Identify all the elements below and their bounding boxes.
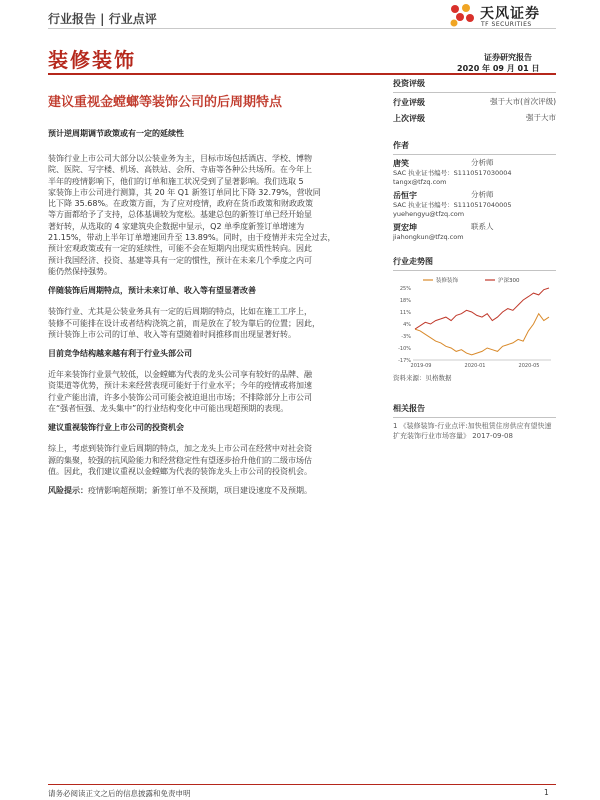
header-divider [48,28,556,29]
footer-disclaimer: 请务必阅读正文之后的信息披露和免责申明 [48,789,191,798]
author-name: 岳恒宇 [393,191,417,200]
rating-row [393,97,556,108]
risk-text: 疫情影响超预期；新签订单不及预期，项目建设速度不及预期。 [88,486,312,496]
x-tick-label: 2019-09 [410,363,432,369]
x-tick-label: 2020-05 [518,363,540,369]
rating-row [393,113,556,124]
industry-title: 装修装饰 [48,48,136,72]
report-category: 行业报告 | 行业点评 [48,12,157,26]
risk-label: 风险提示： [48,486,88,496]
sidebar [393,78,556,441]
section-heading: 建议重视装饰行业上市公司的投资机会 [48,423,184,433]
y-tick-label: -10% [398,346,411,352]
legend-label: 沪深300 [498,278,520,284]
section-body: 装饰行业、尤其是公装业务具有一定的后周期的特点，比如在施工工序上， 装修不可能排在设计或者结构浇筑之前，而是放在了较为靠后的位置；因此， 预计装饰上市公司的订单、收入等有望随着时间推移而出现显著好转。 [48,307,320,339]
company-logo [448,3,558,29]
y-tick-label: -17% [398,358,411,364]
y-tick-label: 11% [399,310,411,316]
rating-label: 行业评级 [393,98,425,107]
divider [393,92,556,93]
divider [393,154,556,155]
section-body: 综上，考虑到装饰行业后周期的特点，加之龙头上市公司在经营中对社会资 源的集聚，较强的抗风险能力和经营稳定性有望逐步抬升他们的二级市场估 值。因此，我们建议重视以金螳螂为代表的装饰龙头上市公司的投资机会。 [48,444,312,476]
author-cert: SAC 执业证书编号：S1110517030004 [393,169,512,177]
footer-divider [48,784,556,785]
related-report-link[interactable]: 1 《装修装饰-行业点评:加快租赁住房供应有望快速扩充装饰行业市场容量》 2017-09-08 [393,422,552,440]
authors-heading: 作者 [393,141,409,150]
title-divider [48,73,556,75]
divider [393,417,556,418]
y-tick-label: -3% [401,334,411,340]
author-cert: SAC 执业证书编号：S1110517040005 [393,201,512,209]
page-number: 1 [544,788,549,797]
author-email[interactable]: tangx@tfzq.com [393,178,447,186]
author-name: 贾宏坤 [393,223,417,232]
report-type: 证券研究报告 [484,53,532,62]
section-4 [48,422,380,477]
author-name: 唐笑 [393,159,409,168]
logo-text-cn: 天风证券 [480,6,540,22]
logo-text-en: TF SECURITIES [481,21,532,28]
section-heading: 伴随装饰后周期特点，预计未来订单、收入等有望显著改善 [48,286,256,296]
section-heading: 目前竞争结构越来越有利于行业头部公司 [48,349,192,359]
series-line-2 [415,288,549,329]
section-body: 装饰行业上市公司大部分以公装业务为主，目标市场包括酒店、学校、博物 院、医院、写字楼、机场、高铁站、会所、寺庙等各种公共场所。在今年上 半年的疫情影响下，他们的订单和施工状况受到了显著影响。我们选取 5 家装饰上市公司进行测算，其 20 年 Q1 新签订单同比下降 32.79%，营收同 比下降 35.68%。在政策方面，为了应对疫情，政府在货币政策和财政政策 等方面都给予了支持，总体基调较为宽松。基建总包的新签订单已经开始显 著好转，从选取的 4 家建筑央企数据中显示，Q2 单季度新签订单增速为 21.15%，带动上半年订单增速回升至 13.89%。同时，由于疫情并未完全过去， 预计宏观政策或有一定的延续性，可能不会在短期内出现实质性转向。因此 预计我国经济、投资、基建等具有一定的惯性，预计在未来几个季度之内可 能仍然保持强势。 [48,154,336,276]
author-entry [393,222,556,242]
y-tick-label: 18% [399,298,411,304]
section-heading: 预计逆周期调节政策或有一定的延续性 [48,129,184,138]
legend-label: 装修装饰 [436,278,459,284]
author-email[interactable]: jiahongkun@tfzq.com [393,233,464,241]
section-1 [48,128,380,277]
related-heading: 相关报告 [393,404,425,413]
rating-value: 强于大市 [526,113,556,122]
author-role: 分析师 [471,158,494,167]
series-line-1 [415,314,549,355]
report-date: 2020 年 09 月 01 日 [457,64,540,73]
author-role: 联系人 [471,222,494,231]
chart-source: 资料来源：贝格数据 [393,374,452,382]
rating-label: 上次评级 [393,114,425,123]
logo-mark-icon [448,3,476,29]
section-2 [48,285,380,340]
author-entry [393,158,556,187]
divider [393,270,556,271]
x-tick-label: 2020-01 [464,363,486,369]
author-email[interactable]: yuehengyu@tfzq.com [393,210,465,218]
section-body: 近年来装饰行业景气较低，以金螳螂为代表的龙头公司享有较好的品牌、融 资渠道等优势，预计未来经营表现可能好于行业水平；今年的疫情或将加速 行业产能出清，许多小装饰公司可能会被迫退出市场；不排除部分上市公司 在“强者恒强、龙头集中”的行业结构变化中可能出现超预期的表现。 [48,370,312,414]
author-role: 分析师 [471,190,494,199]
headline: 建议重视金螳螂等装饰公司的后周期特点 [48,95,283,110]
rating-heading: 投资评级 [393,79,425,88]
risk-note [48,485,380,496]
chart-heading: 行业走势图 [393,257,433,266]
y-tick-label: 4% [403,322,411,328]
rating-value: 强于大市(首次评级) [490,97,556,106]
main-body [48,128,380,497]
author-entry [393,190,556,219]
section-3 [48,348,380,414]
industry-trend-chart [393,274,556,372]
y-tick-label: 25% [399,286,411,292]
